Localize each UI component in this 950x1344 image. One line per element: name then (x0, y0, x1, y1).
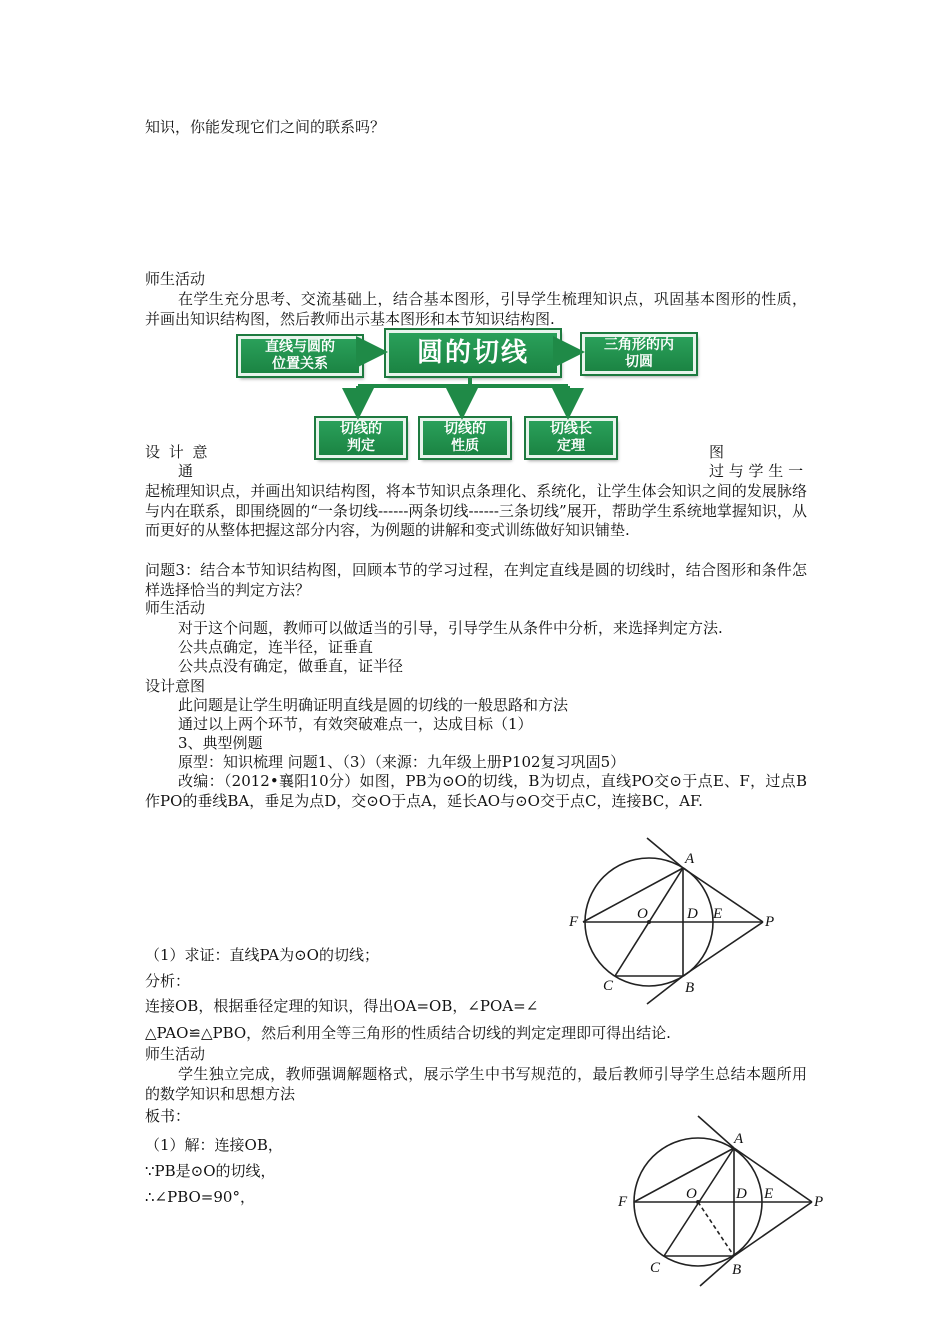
box-circle-tangent: 圆的切线 (386, 330, 560, 376)
label-a: A (685, 851, 695, 867)
label-o: O (637, 906, 648, 922)
text-line: 过 与 学 生 一 (709, 462, 804, 480)
label-a: A (734, 1131, 744, 1147)
paragraph: 在学生充分思考、交流基础上，结合基本图形，引导学生梳理知识点，巩固基本图形的性质，并画出知识结构图，然后教师出示基本图形和本节知识结构图. (145, 290, 807, 328)
box-incircle: 三角形的内 切圆 (582, 334, 696, 374)
text-line: 通过以上两个环节，有效突破难点一，达成目标（1） (178, 715, 533, 733)
question-3: 问题3：结合本节知识结构图，回顾本节的学习过程，在判定直线是圆的切线时，结合图形和条件怎样选择恰当的判定方法？ (145, 561, 807, 599)
geometry-figure-2 (612, 1108, 826, 1292)
section-label: 师生活动 (145, 270, 206, 288)
knowledge-structure-diagram (230, 330, 700, 460)
label-d: D (687, 906, 698, 922)
solution-line: （1）解：连接OB， (145, 1136, 283, 1154)
label-e: E (713, 906, 723, 922)
paragraph: 改编：（2012•襄阳10分）如图，PB为⊙O的切线，B为切点，直线PO交⊙于点E、F，过点B作PO的垂线BA，垂足为点D，交⊙O于点A，延长AO与⊙O交于点C，连接BC，AF. (145, 772, 807, 810)
text-line: 原型：知识梳理 问题1、（3）（来源：九年级上册P102复习巩固5） (178, 753, 626, 771)
box-line-circle-relation: 直线与圆的 位置关系 (238, 336, 362, 376)
text-line: 连接OB，根据垂径定理的知识，得出OA=OB，∠POA=∠ (145, 997, 539, 1015)
box-tangent-property: 切线的 性质 (420, 418, 510, 458)
label-o: O (686, 1186, 697, 1202)
text-line: 分析： (145, 972, 191, 990)
text-line: 设 计 意 (145, 443, 210, 461)
section-label: 师生活动 (145, 1045, 206, 1063)
flow-arrows (230, 330, 700, 460)
question-1: （1）求证：直线PA为⊙O的切线； (145, 946, 379, 964)
text-line: △PAO≌△PBO，然后利用全等三角形的性质结合切线的判定定理即可得出结论. (145, 1024, 671, 1042)
label-c: C (603, 978, 614, 994)
label-f: F (569, 914, 579, 930)
label-b: B (732, 1262, 742, 1278)
section-label: 师生活动 (145, 599, 206, 617)
paragraph: 学生独立完成，教师强调解题格式，展示学生中书写规范的，最后教师引导学生总结本题所用的数学知识和思想方法 (145, 1065, 807, 1103)
label-e: E (764, 1186, 774, 1202)
geometry-figure-1 (567, 830, 777, 1012)
solution-line: ∴∠PBO=90°， (145, 1188, 255, 1206)
text-line: 对于这个问题，教师可以做适当的引导，引导学生从条件中分析，来选择判定方法. (178, 619, 723, 637)
label-d: D (736, 1186, 747, 1202)
box-tangent-criterion: 切线的 判定 (316, 418, 406, 458)
text-line: 通 (178, 462, 194, 480)
label-p: P (814, 1194, 824, 1210)
section-label: 设计意图 (145, 677, 206, 695)
label-c: C (650, 1260, 661, 1276)
text-line: 图 (709, 443, 725, 461)
label-f: F (618, 1194, 628, 1210)
paragraph: 起梳理知识点，并画出知识结构图，将本节知识点条理化、系统化，让学生体会知识之间的发展脉络与内在联系，即围绕圆的“一条切线------两条切线------三条切线”展开，帮助学生系统地掌握知识，从而更好的从整体把握这部分内容，为例题的讲解和变式训练做好知识铺垫. (145, 482, 807, 539)
text-line: 公共点没有确定，做垂直，证半径 (178, 657, 404, 675)
text-line: 此问题是让学生明确证明直线是圆的切线的一般思路和方法 (178, 696, 569, 714)
solution-line: ∵PB是⊙O的切线， (145, 1162, 276, 1180)
box-tangent-length: 切线长 定理 (526, 418, 616, 458)
text-line: 公共点确定，连半径，证垂直 (178, 638, 374, 656)
label-b: B (685, 980, 695, 996)
text-line: 3、典型例题 (178, 734, 263, 752)
label-p: P (765, 914, 775, 930)
text-line: 知识，你能发现它们之间的联系吗？ (145, 118, 386, 136)
text-line: 板书： (145, 1107, 191, 1125)
